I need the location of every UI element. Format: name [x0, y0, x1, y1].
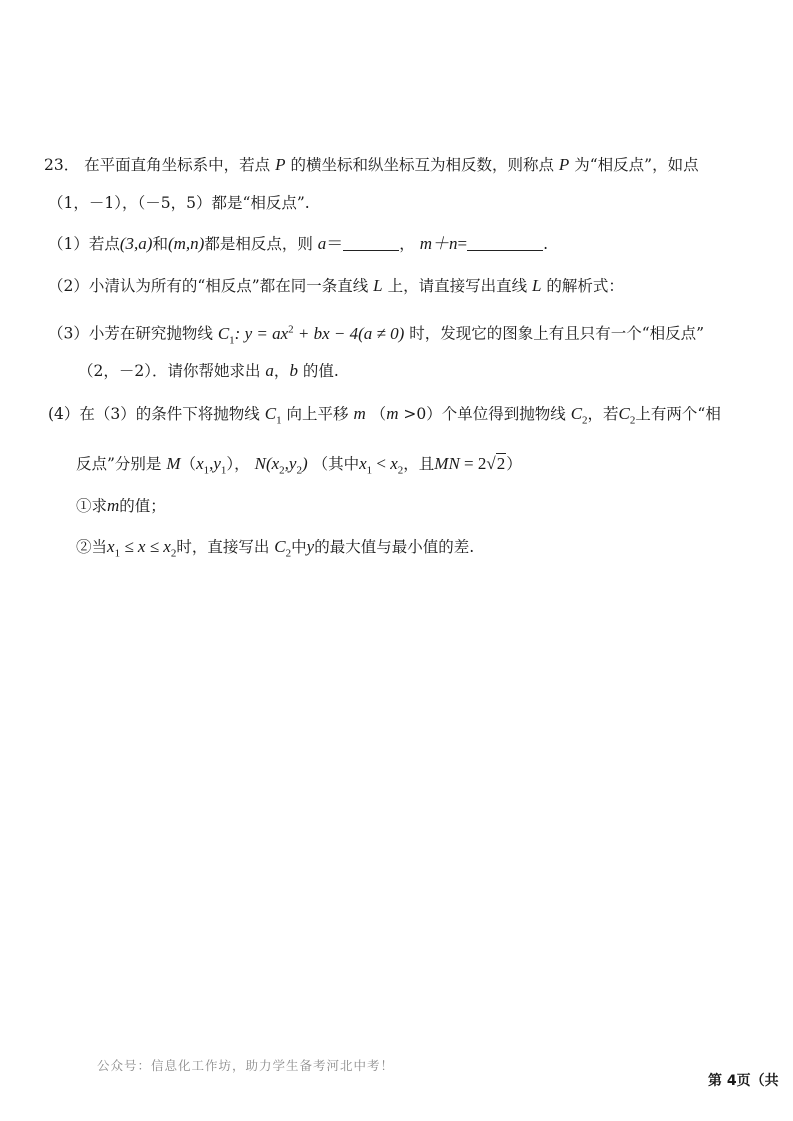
q1-label: ①求	[76, 497, 108, 515]
q2-range: ≤ x ≤	[120, 537, 164, 556]
part4-q2	[76, 536, 474, 564]
part4-text: 向上平移	[286, 405, 349, 423]
problem-intro-text: 的横坐标和纵坐标互为相反数，则称点	[290, 156, 554, 174]
part3-text: 的值.	[302, 362, 339, 380]
part4-text: 上有两个“相	[635, 405, 721, 423]
part4-cond-rest: >0）个单位得到抛物线	[398, 405, 566, 423]
point-b: (m,n)	[167, 234, 205, 253]
paren-text: （其中	[312, 455, 360, 473]
equals-sign: =	[457, 234, 468, 253]
less-than: <	[372, 454, 391, 473]
answer-blank-sum[interactable]	[467, 236, 543, 251]
parabola-equation: : $y = ax^2$ + bx − 4(a ≠ 0)	[234, 323, 405, 343]
paren: ）	[506, 455, 522, 473]
period: .	[543, 235, 549, 253]
q2-x2: $x_2$	[163, 537, 177, 560]
qie: ，且	[403, 455, 435, 473]
part1-label: （1）若点	[48, 235, 120, 253]
sqrt-icon: √	[486, 454, 496, 473]
problem-intro-text: 为“相反点”，如点	[574, 156, 699, 174]
part2-text: 上，请直接写出直线	[387, 277, 528, 295]
MN-eq: = 2	[459, 454, 487, 473]
answer-blank-a[interactable]	[343, 236, 399, 251]
part4-text: 反点”分别是	[76, 455, 162, 473]
part1-text: 都是相反点，则	[204, 235, 313, 253]
cond-x1: $x_1$	[359, 454, 373, 477]
var-P: P	[558, 155, 570, 174]
comma: ,	[209, 454, 214, 473]
coord-y1: $y_1$	[213, 454, 227, 477]
var-L: L	[373, 276, 383, 295]
q2-end: 的最大值与最小值的差.	[314, 538, 475, 556]
part3-line-2	[78, 360, 339, 382]
part1-conj: 和	[152, 235, 168, 253]
curve-C1: $C_1$	[217, 323, 235, 347]
sum-expression: m＋n	[419, 234, 458, 253]
part4-line-2	[76, 453, 522, 481]
part4-text: ，若	[587, 405, 619, 423]
var-a: a	[317, 234, 327, 253]
part2-line	[48, 275, 624, 297]
point-N: N	[254, 454, 266, 473]
part3-label: （3）小芳在研究抛物线	[48, 324, 213, 343]
point-M: M	[166, 454, 181, 473]
q2-mid: 中	[291, 538, 307, 556]
part3-line-1	[48, 318, 704, 351]
point-a: (3,a)	[119, 234, 153, 253]
var-b: b	[289, 361, 298, 380]
part4-line-1	[48, 403, 721, 431]
part4-label: (4）在（3）的条件下将抛物线	[48, 405, 260, 423]
part3-text: 时，发现它的图象上有且只有一个“相反点”	[409, 324, 705, 343]
problem-line-2	[48, 192, 310, 214]
separator: ，	[399, 235, 415, 253]
var-L: L	[532, 276, 542, 295]
separator: ，	[273, 362, 290, 380]
sqrt-value: 2	[496, 454, 506, 473]
part4-cond-open: （	[370, 405, 387, 423]
q2-label: ②当	[76, 538, 108, 556]
q1-end: 的值；	[119, 497, 166, 515]
var-a: a	[265, 361, 274, 380]
problem-intro-text: 在平面直角坐标系中，若点	[84, 156, 271, 174]
q2-x1: $x_1$	[107, 537, 121, 560]
part2-text: 的解析式：	[546, 277, 624, 295]
var-m: m	[386, 404, 399, 423]
q2-text: 时，直接写出	[176, 538, 270, 556]
footer-note: 公众号：信息化工作坊，助力学生备考河北中考！	[97, 1058, 395, 1073]
curve-C2: $C_2$	[570, 404, 588, 427]
part4-q1	[76, 495, 166, 517]
var-m: m	[353, 404, 366, 423]
curve-C2: $C_2$	[618, 404, 636, 427]
paren: （	[180, 455, 197, 473]
problem-number: 23．	[44, 156, 80, 174]
var-y: y	[306, 537, 315, 556]
coord-N: $(x_2,y_2)$	[265, 454, 308, 477]
part2-text: （2）小清认为所有的“相反点”都在同一条直线	[48, 277, 369, 295]
paren: ），	[226, 455, 250, 473]
problem-line-1	[44, 154, 699, 176]
page-number: 第 4页（共	[708, 1073, 779, 1089]
cond-x2: $x_2$	[390, 454, 404, 477]
var-m: m	[107, 496, 120, 515]
part3-text: （2，－2）．请你帮她求出	[78, 362, 261, 380]
var-P: P	[275, 155, 286, 174]
curve-C1: $C_1$	[264, 404, 282, 427]
equals-sign: ＝	[326, 234, 344, 253]
curve-C2: $C_2$	[274, 537, 292, 560]
part1-line	[48, 233, 548, 255]
problem-examples: （1，－1），（－5，5）都是“相反点”.	[48, 194, 310, 212]
coord-x1: $x_1$	[196, 454, 210, 477]
MN: MN	[434, 454, 460, 473]
